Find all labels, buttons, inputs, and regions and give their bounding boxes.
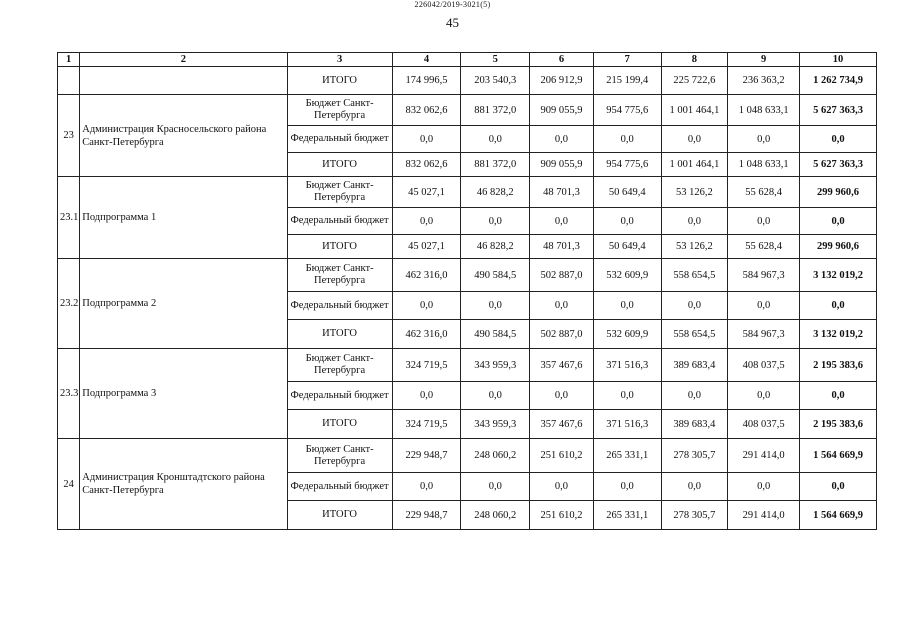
value-cell: 248 060,2 bbox=[461, 501, 530, 530]
value-cell: 357 467,6 bbox=[530, 349, 594, 382]
value-cell: 462 316,0 bbox=[392, 320, 461, 349]
value-cell: 0,0 bbox=[661, 473, 728, 501]
value-cell: 490 584,5 bbox=[461, 259, 530, 292]
value-cell: 0,0 bbox=[530, 126, 594, 153]
budget-table bbox=[57, 52, 877, 530]
value-cell: 343 959,3 bbox=[461, 349, 530, 382]
value-cell: 1 048 633,1 bbox=[728, 153, 800, 177]
value-cell: 55 628,4 bbox=[728, 177, 800, 208]
source-cell: Бюджет Санкт-Петербурга bbox=[287, 177, 392, 208]
value-cell: 0,0 bbox=[728, 292, 800, 320]
value-cell: 206 912,9 bbox=[530, 67, 594, 95]
value-cell: 558 654,5 bbox=[661, 259, 728, 292]
value-cell: 215 199,4 bbox=[593, 67, 661, 95]
value-cell: 0,0 bbox=[661, 208, 728, 235]
value-cell: 291 414,0 bbox=[728, 501, 800, 530]
value-cell: 532 609,9 bbox=[593, 259, 661, 292]
value-cell: 229 948,7 bbox=[392, 501, 461, 530]
source-cell: Бюджет Санкт-Петербурга bbox=[287, 95, 392, 126]
value-cell: 1 048 633,1 bbox=[728, 95, 800, 126]
value-cell: 462 316,0 bbox=[392, 259, 461, 292]
total-cell: 3 132 019,2 bbox=[800, 320, 877, 349]
value-cell: 490 584,5 bbox=[461, 320, 530, 349]
value-cell: 0,0 bbox=[728, 208, 800, 235]
value-cell: 46 828,2 bbox=[461, 177, 530, 208]
value-cell: 0,0 bbox=[593, 126, 661, 153]
row-number: 24 bbox=[58, 439, 80, 530]
source-cell: ИТОГО bbox=[287, 320, 392, 349]
value-cell: 0,0 bbox=[530, 382, 594, 410]
table-row bbox=[58, 439, 877, 473]
total-cell: 1 262 734,9 bbox=[800, 67, 877, 95]
value-cell: 0,0 bbox=[461, 292, 530, 320]
source-cell: ИТОГО bbox=[287, 67, 392, 95]
row-number bbox=[58, 67, 80, 95]
column-header: 1 bbox=[58, 53, 80, 67]
row-name bbox=[80, 67, 287, 95]
value-cell: 832 062,6 bbox=[392, 153, 461, 177]
source-cell: ИТОГО bbox=[287, 410, 392, 439]
table-row bbox=[58, 177, 877, 208]
value-cell: 45 027,1 bbox=[392, 235, 461, 259]
table-row bbox=[58, 349, 877, 382]
total-cell: 0,0 bbox=[800, 208, 877, 235]
value-cell: 53 126,2 bbox=[661, 177, 728, 208]
value-cell: 584 967,3 bbox=[728, 320, 800, 349]
value-cell: 909 055,9 bbox=[530, 95, 594, 126]
value-cell: 0,0 bbox=[530, 208, 594, 235]
value-cell: 324 719,5 bbox=[392, 349, 461, 382]
value-cell: 248 060,2 bbox=[461, 439, 530, 473]
column-header: 5 bbox=[461, 53, 530, 67]
value-cell: 0,0 bbox=[728, 126, 800, 153]
value-cell: 291 414,0 bbox=[728, 439, 800, 473]
value-cell: 357 467,6 bbox=[530, 410, 594, 439]
total-cell: 0,0 bbox=[800, 292, 877, 320]
value-cell: 1 001 464,1 bbox=[661, 95, 728, 126]
source-cell: Федеральный бюджет bbox=[287, 292, 392, 320]
value-cell: 0,0 bbox=[461, 126, 530, 153]
column-header: 4 bbox=[392, 53, 461, 67]
source-cell: Федеральный бюджет bbox=[287, 382, 392, 410]
value-cell: 251 610,2 bbox=[530, 439, 594, 473]
value-cell: 278 305,7 bbox=[661, 439, 728, 473]
value-cell: 0,0 bbox=[530, 473, 594, 501]
row-name: Подпрограмма 3 bbox=[80, 349, 287, 439]
source-cell: ИТОГО bbox=[287, 235, 392, 259]
value-cell: 909 055,9 bbox=[530, 153, 594, 177]
value-cell: 558 654,5 bbox=[661, 320, 728, 349]
value-cell: 0,0 bbox=[661, 382, 728, 410]
total-cell: 5 627 363,3 bbox=[800, 95, 877, 126]
row-number: 23.1 bbox=[58, 177, 80, 259]
value-cell: 954 775,6 bbox=[593, 153, 661, 177]
value-cell: 50 649,4 bbox=[593, 177, 661, 208]
value-cell: 584 967,3 bbox=[728, 259, 800, 292]
total-cell: 2 195 383,6 bbox=[800, 410, 877, 439]
value-cell: 0,0 bbox=[392, 292, 461, 320]
table-row bbox=[58, 259, 877, 292]
source-cell: Бюджет Санкт-Петербурга bbox=[287, 259, 392, 292]
total-cell: 299 960,6 bbox=[800, 235, 877, 259]
column-header: 8 bbox=[661, 53, 728, 67]
value-cell: 371 516,3 bbox=[593, 349, 661, 382]
value-cell: 0,0 bbox=[392, 126, 461, 153]
value-cell: 50 649,4 bbox=[593, 235, 661, 259]
value-cell: 881 372,0 bbox=[461, 153, 530, 177]
value-cell: 278 305,7 bbox=[661, 501, 728, 530]
total-cell: 0,0 bbox=[800, 126, 877, 153]
row-name: Подпрограмма 2 bbox=[80, 259, 287, 349]
source-cell: ИТОГО bbox=[287, 153, 392, 177]
value-cell: 0,0 bbox=[392, 382, 461, 410]
page-number: 45 bbox=[446, 15, 459, 30]
column-header: 10 bbox=[800, 53, 877, 67]
value-cell: 0,0 bbox=[392, 473, 461, 501]
column-header: 7 bbox=[593, 53, 661, 67]
column-header: 3 bbox=[287, 53, 392, 67]
column-header: 2 bbox=[80, 53, 287, 67]
value-cell: 881 372,0 bbox=[461, 95, 530, 126]
value-cell: 389 683,4 bbox=[661, 349, 728, 382]
column-header: 6 bbox=[530, 53, 594, 67]
value-cell: 0,0 bbox=[661, 126, 728, 153]
value-cell: 265 331,1 bbox=[593, 439, 661, 473]
value-cell: 408 037,5 bbox=[728, 410, 800, 439]
row-number: 23.2 bbox=[58, 259, 80, 349]
value-cell: 0,0 bbox=[593, 382, 661, 410]
value-cell: 502 887,0 bbox=[530, 320, 594, 349]
value-cell: 954 775,6 bbox=[593, 95, 661, 126]
total-cell: 2 195 383,6 bbox=[800, 349, 877, 382]
value-cell: 48 701,3 bbox=[530, 177, 594, 208]
source-cell: ИТОГО bbox=[287, 501, 392, 530]
value-cell: 229 948,7 bbox=[392, 439, 461, 473]
value-cell: 0,0 bbox=[593, 208, 661, 235]
value-cell: 0,0 bbox=[593, 292, 661, 320]
row-number: 23 bbox=[58, 95, 80, 177]
value-cell: 832 062,6 bbox=[392, 95, 461, 126]
value-cell: 225 722,6 bbox=[661, 67, 728, 95]
document-id: 226042/2019-3021(5) bbox=[414, 0, 491, 9]
value-cell: 0,0 bbox=[728, 382, 800, 410]
value-cell: 0,0 bbox=[593, 473, 661, 501]
row-name: Администрация Красносельского района Санкт-Петербурга bbox=[80, 95, 287, 177]
value-cell: 0,0 bbox=[461, 382, 530, 410]
total-cell: 1 564 669,9 bbox=[800, 439, 877, 473]
value-cell: 203 540,3 bbox=[461, 67, 530, 95]
column-header: 9 bbox=[728, 53, 800, 67]
total-cell: 3 132 019,2 bbox=[800, 259, 877, 292]
row-number: 23.3 bbox=[58, 349, 80, 439]
value-cell: 48 701,3 bbox=[530, 235, 594, 259]
total-cell: 0,0 bbox=[800, 382, 877, 410]
value-cell: 0,0 bbox=[530, 292, 594, 320]
total-cell: 0,0 bbox=[800, 473, 877, 501]
value-cell: 46 828,2 bbox=[461, 235, 530, 259]
value-cell: 174 996,5 bbox=[392, 67, 461, 95]
value-cell: 55 628,4 bbox=[728, 235, 800, 259]
value-cell: 0,0 bbox=[392, 208, 461, 235]
value-cell: 371 516,3 bbox=[593, 410, 661, 439]
value-cell: 265 331,1 bbox=[593, 501, 661, 530]
total-cell: 1 564 669,9 bbox=[800, 501, 877, 530]
header-row bbox=[58, 53, 877, 67]
source-cell: Федеральный бюджет bbox=[287, 208, 392, 235]
value-cell: 0,0 bbox=[728, 473, 800, 501]
row-name: Администрация Кронштадтского района Санкт-Петербурга bbox=[80, 439, 287, 530]
value-cell: 1 001 464,1 bbox=[661, 153, 728, 177]
value-cell: 502 887,0 bbox=[530, 259, 594, 292]
value-cell: 389 683,4 bbox=[661, 410, 728, 439]
value-cell: 45 027,1 bbox=[392, 177, 461, 208]
value-cell: 324 719,5 bbox=[392, 410, 461, 439]
value-cell: 53 126,2 bbox=[661, 235, 728, 259]
row-name: Подпрограмма 1 bbox=[80, 177, 287, 259]
source-cell: Бюджет Санкт-Петербурга bbox=[287, 439, 392, 473]
table-row bbox=[58, 67, 877, 95]
total-cell: 5 627 363,3 bbox=[800, 153, 877, 177]
source-cell: Бюджет Санкт-Петербурга bbox=[287, 349, 392, 382]
source-cell: Федеральный бюджет bbox=[287, 473, 392, 501]
value-cell: 408 037,5 bbox=[728, 349, 800, 382]
value-cell: 251 610,2 bbox=[530, 501, 594, 530]
value-cell: 343 959,3 bbox=[461, 410, 530, 439]
value-cell: 532 609,9 bbox=[593, 320, 661, 349]
value-cell: 0,0 bbox=[461, 208, 530, 235]
value-cell: 0,0 bbox=[661, 292, 728, 320]
table-row bbox=[58, 95, 877, 126]
total-cell: 299 960,6 bbox=[800, 177, 877, 208]
source-cell: Федеральный бюджет bbox=[287, 126, 392, 153]
value-cell: 0,0 bbox=[461, 473, 530, 501]
value-cell: 236 363,2 bbox=[728, 67, 800, 95]
